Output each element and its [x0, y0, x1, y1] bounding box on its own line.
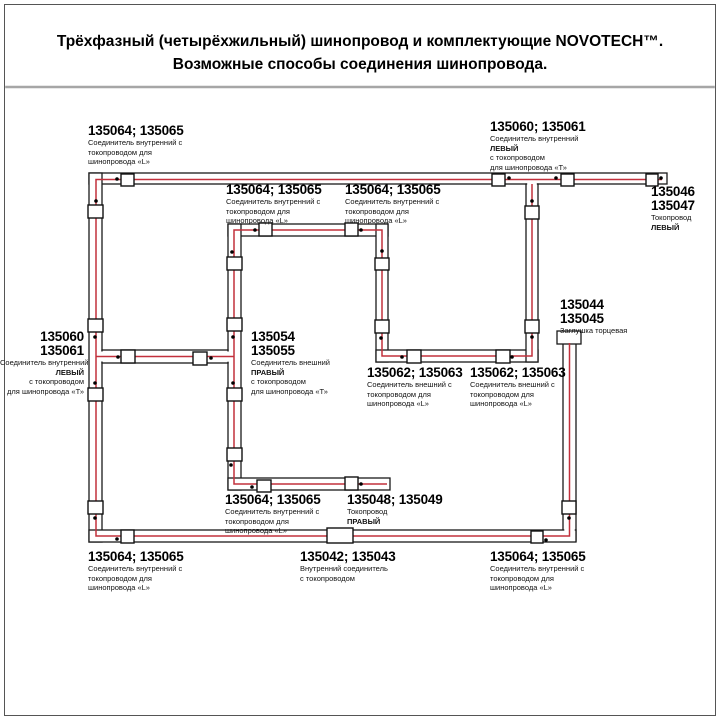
label-outer-connector-right: 135062; 135063 Соединитель внешний с токопроводом для шинопровода «L» [470, 365, 566, 408]
label-end-cap: 135044 135045 Заглушка торцевая [560, 297, 628, 335]
label-t-connector-left-top: 135060; 135061 Соединитель внутренний ЛЕВЫЙ с токопроводом для шинопровода «Т» [490, 119, 586, 172]
label-inner-connector-mid-right: 135064; 135065 Соединитель внутренний с токопроводом для шинопровода «L» [345, 182, 441, 225]
label-straight-connector-bottom: 135042; 135043 Внутренний соединитель с токопроводом [300, 549, 396, 583]
label-power-feed-right: 135048; 135049 Токопровод ПРАВЫЙ [347, 492, 443, 526]
label-inner-connector-bottom-right: 135064; 135065 Соединитель внутренний с токопроводом для шинопровода «L» [490, 549, 586, 592]
label-outer-connector-left: 135062; 135063 Соединитель внешний с токопроводом для шинопровода «L» [367, 365, 463, 408]
title-line-2: Возможные способы соединения шинопровода. [172, 56, 548, 73]
label-t-connector-outer-right: 135054 135055 Соединитель внешний ПРАВЫЙ с токопроводом для шинопровода «Т» [251, 329, 330, 396]
title-line-1: Трёхфазный (четырёхжильный) шинопровод и комплектующие NOVOTECH™. [56, 33, 664, 50]
label-inner-connector-top-left: 135064; 135065 Соединитель внутренний с токопроводом для шинопровода «L» [88, 123, 184, 166]
label-inner-connector-bottom-left: 135064; 135065 Соединитель внутренний с токопроводом для шинопровода «L» [88, 549, 184, 592]
label-t-connector-left-side: 135060 135061 Соединитель внутренний ЛЕВЫЙ с токопроводом для шинопровода «Т» [0, 329, 89, 396]
label-inner-connector-bottom-center: 135064; 135065 Соединитель внутренний с токопроводом для шинопровода «L» [225, 492, 321, 535]
label-inner-connector-mid-left: 135064; 135065 Соединитель внутренний с токопроводом для шинопровода «L» [226, 182, 322, 225]
label-power-feed-left: 135046 135047 Токопровод ЛЕВЫЙ [651, 184, 695, 232]
track-segments [89, 173, 667, 542]
